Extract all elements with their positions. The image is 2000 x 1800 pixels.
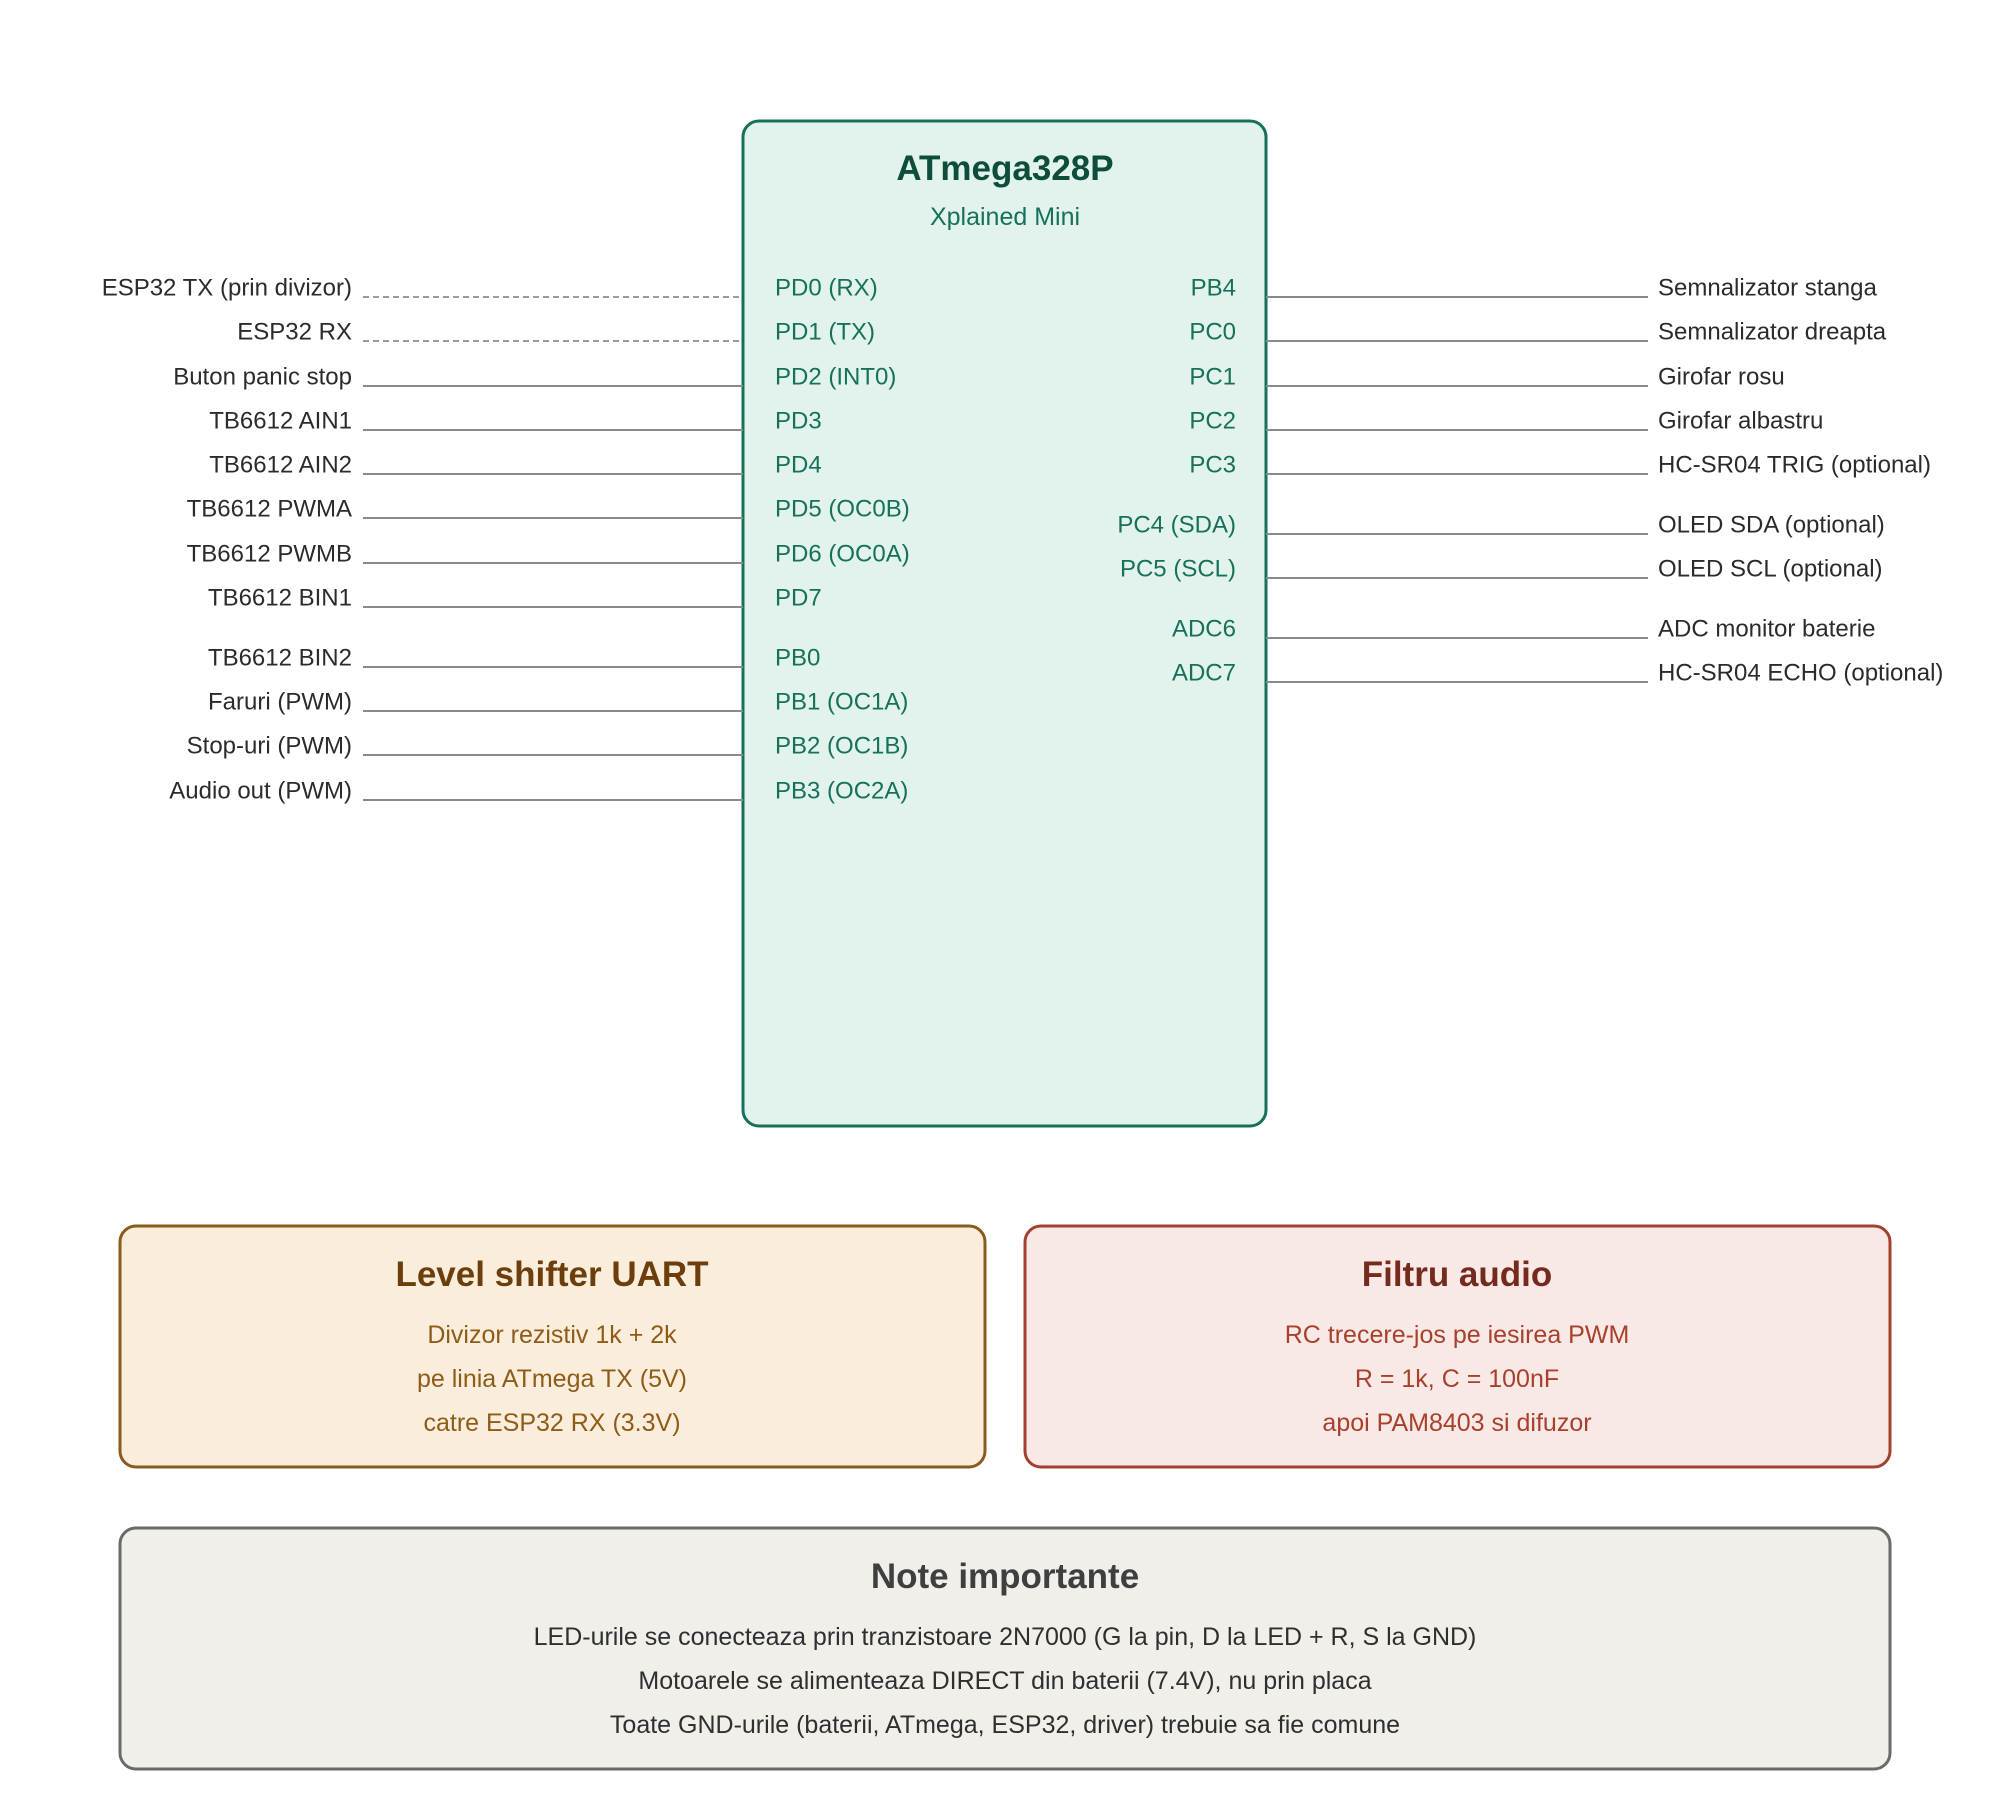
chip-title: ATmega328P <box>896 149 1114 188</box>
audio-filter-line-2: R = 1k, C = 100nF <box>1354 1365 1560 1393</box>
pin-label: PD6 (OC0A) <box>775 540 910 568</box>
pin-label: PD7 <box>775 584 822 612</box>
right-pin-row <box>1189 318 1886 345</box>
notes-line-2: Motoarele se alimenteaza DIRECT din baterii (7.4V), nu prin placa <box>638 1667 1372 1695</box>
pin-label: PD0 (RX) <box>775 274 878 302</box>
audio-filter-line-3: apoi PAM8403 si difuzor <box>1322 1409 1592 1437</box>
signal-label: Stop-uri (PWM) <box>186 732 352 760</box>
right-pin-row <box>1189 451 1931 478</box>
pin-label: PD4 <box>775 451 822 479</box>
right-pin-row <box>1191 274 1878 301</box>
signal-label: HC-SR04 ECHO (optional) <box>1658 659 1944 687</box>
notes-box <box>120 1528 1890 1769</box>
right-pin-row <box>1117 511 1884 538</box>
left-pin-row <box>173 363 896 390</box>
left-pin-row <box>187 495 910 522</box>
pin-label: PC1 <box>1189 363 1236 391</box>
signal-label: ADC monitor baterie <box>1658 615 1876 643</box>
left-pin-row <box>208 584 822 611</box>
pin-label: PD1 (TX) <box>775 318 876 346</box>
left-pin-row <box>169 777 908 804</box>
signal-label: OLED SCL (optional) <box>1658 555 1883 583</box>
pin-label: PD2 (INT0) <box>775 363 897 391</box>
signal-label: HC-SR04 TRIG (optional) <box>1658 451 1931 479</box>
level-shifter-line-1: Divizor rezistiv 1k + 2k <box>427 1321 677 1349</box>
signal-label: Audio out (PWM) <box>169 777 352 805</box>
pin-label: PB4 <box>1190 274 1236 302</box>
left-pin-row <box>208 688 908 715</box>
signal-label: TB6612 PWMB <box>186 540 352 568</box>
signal-label: OLED SDA (optional) <box>1658 511 1885 539</box>
pin-label: PC2 <box>1189 407 1236 435</box>
right-pin-row <box>1189 363 1784 390</box>
signal-label: TB6612 BIN2 <box>207 644 352 672</box>
signal-label: ESP32 RX <box>237 318 352 346</box>
pin-label: PC4 (SDA) <box>1117 511 1236 539</box>
pin-label: PB0 <box>775 644 821 672</box>
pin-label: PC0 <box>1189 318 1236 346</box>
level-shifter-title: Level shifter UART <box>395 1255 709 1294</box>
right-pin-row <box>1120 555 1883 582</box>
signal-label: Buton panic stop <box>173 363 352 391</box>
signal-label: ESP32 TX (prin divizor) <box>101 274 352 302</box>
pin-label: ADC6 <box>1171 615 1236 643</box>
pin-label: PB3 (OC2A) <box>775 777 909 805</box>
pin-label: ADC7 <box>1171 659 1236 687</box>
pin-label: PC3 <box>1189 451 1236 479</box>
signal-label: Girofar albastru <box>1658 407 1824 435</box>
pin-label: PD5 (OC0B) <box>775 495 910 523</box>
audio-filter-line-1: RC trecere-jos pe iesirea PWM <box>1284 1321 1630 1349</box>
signal-label: Girofar rosu <box>1658 363 1785 391</box>
signal-label: TB6612 AIN1 <box>209 407 352 435</box>
left-pin-row <box>209 451 821 478</box>
left-pin-row <box>187 540 910 567</box>
pin-label: PC5 (SCL) <box>1119 555 1236 583</box>
notes-line-1: LED-urile se conecteaza prin tranzistoare 2N7000 (G la pin, D la LED + R, S la GND) <box>533 1623 1477 1651</box>
audio-filter-title: Filtru audio <box>1361 1255 1553 1294</box>
signal-label: TB6612 PWMA <box>186 495 352 523</box>
signal-label: Semnalizator dreapta <box>1658 318 1887 346</box>
pin-label: PB1 (OC1A) <box>775 688 909 716</box>
right-pin-row <box>1172 659 1943 686</box>
signal-label: TB6612 AIN2 <box>209 451 352 479</box>
signal-label: TB6612 BIN1 <box>207 584 352 612</box>
right-pin-row <box>1189 407 1823 434</box>
signal-label: Faruri (PWM) <box>208 688 352 716</box>
pin-label: PB2 (OC1B) <box>775 732 909 760</box>
level-shifter-line-2: pe linia ATmega TX (5V) <box>416 1365 688 1393</box>
level-shifter-box <box>120 1226 985 1467</box>
left-pin-row <box>208 644 820 671</box>
right-pin-row <box>1172 615 1875 642</box>
left-pin-row <box>209 407 821 434</box>
notes-line-3: Toate GND-urile (baterii, ATmega, ESP32, driver) trebuie sa fie comune <box>609 1711 1401 1739</box>
chip-subtitle: Xplained Mini <box>929 203 1081 231</box>
pin-label: PD3 <box>775 407 822 435</box>
notes-title: Note importante <box>870 1557 1140 1596</box>
level-shifter-line-3: catre ESP32 RX (3.3V) <box>423 1409 681 1437</box>
left-pin-row <box>237 318 875 345</box>
left-pin-row <box>187 732 909 759</box>
audio-filter-box <box>1025 1226 1890 1467</box>
signal-label: Semnalizator stanga <box>1658 274 1877 302</box>
